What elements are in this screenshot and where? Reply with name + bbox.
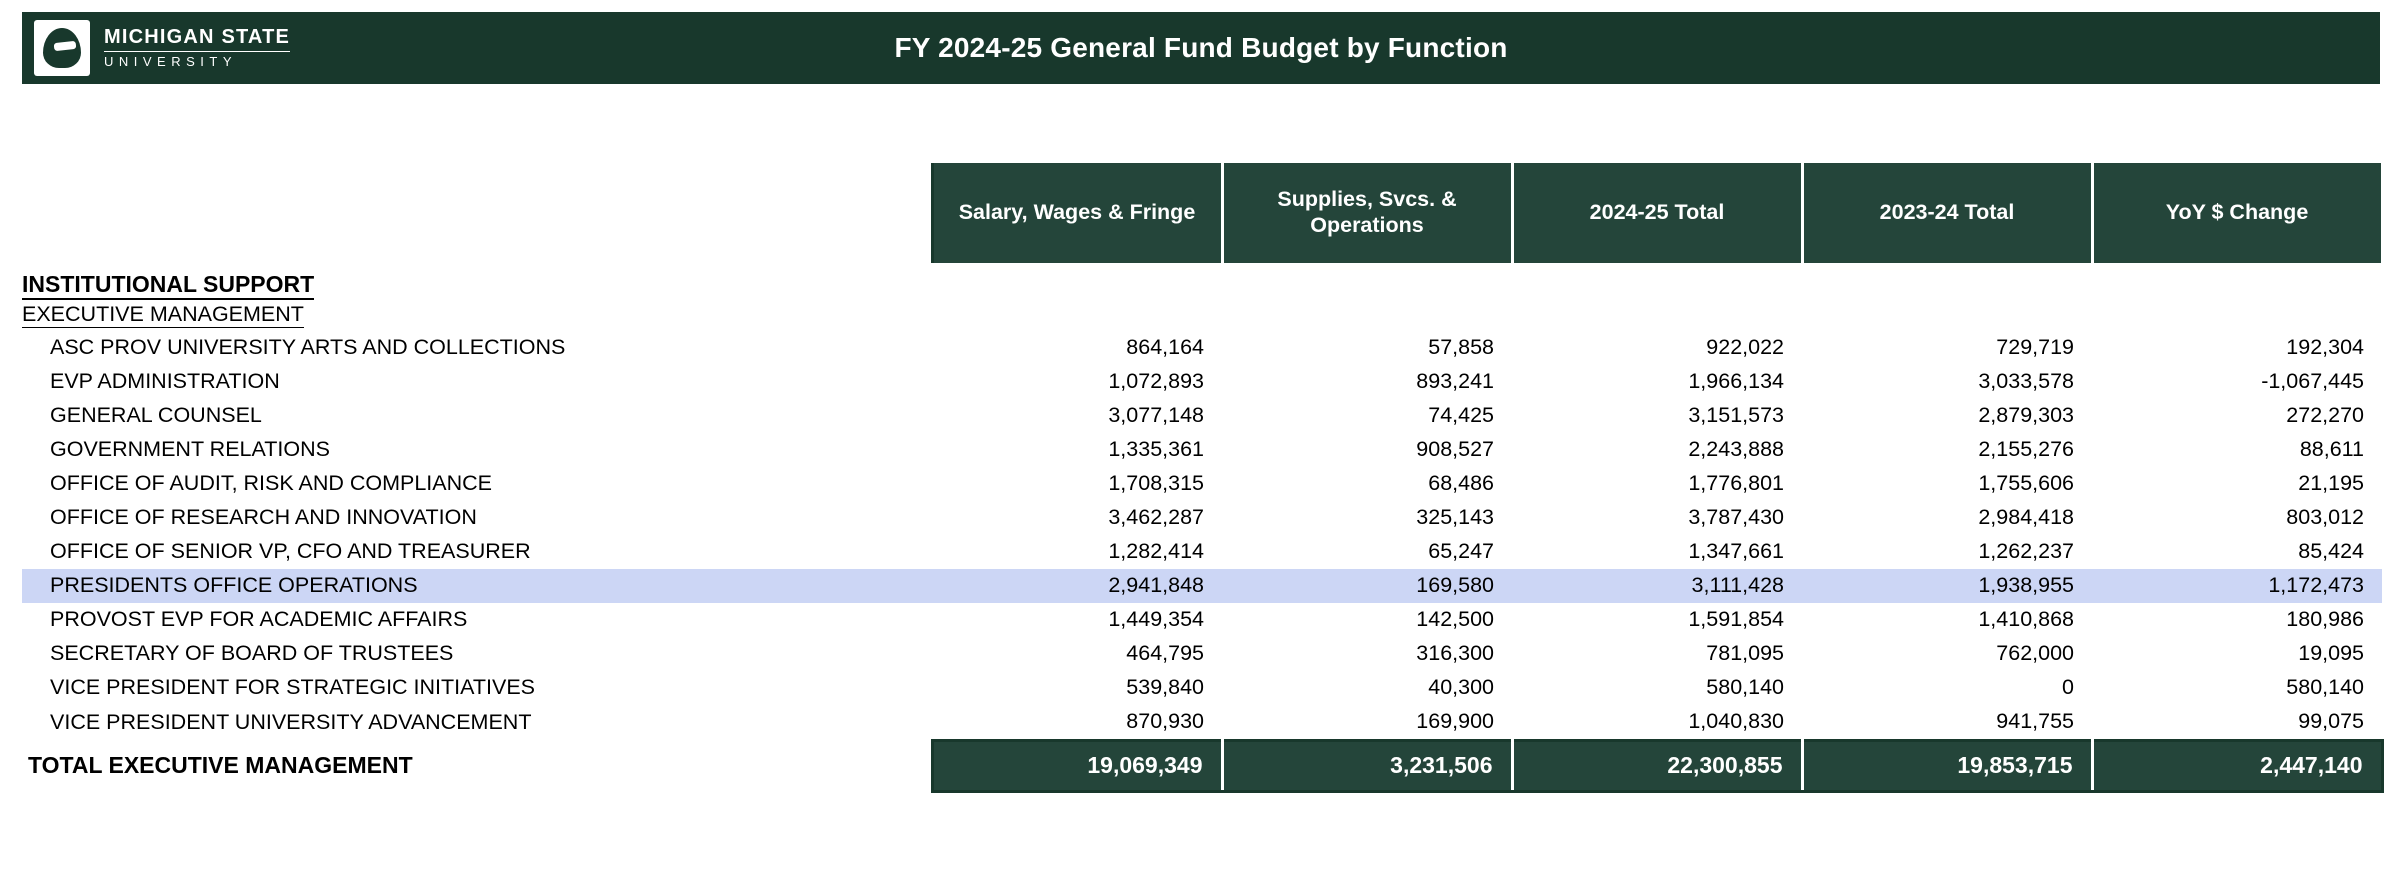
table-row	[22, 399, 2382, 433]
cell-total-2024-25: 2,243,888	[1688, 437, 1784, 461]
cell-salary: 2,941,848	[932, 569, 1222, 603]
cell-total-2023-24: 762,000	[1996, 641, 2074, 665]
cell-total-2024-25: 1,966,134	[1688, 369, 1784, 393]
rule-segment	[1512, 791, 1802, 798]
table-row	[22, 671, 2382, 705]
section-heading-text: INSTITUTIONAL SUPPORT	[22, 271, 314, 300]
cell-salary: 464,795	[1126, 641, 1204, 665]
cell-salary: 1,282,414	[1108, 539, 1204, 563]
cell-total-2023-24: 729,719	[1996, 335, 2074, 359]
cell-salary: 1,708,315	[1108, 471, 1204, 495]
cell-yoy-change: 580,140	[2286, 675, 2364, 699]
row-label: PROVOST EVP FOR ACADEMIC AFFAIRS	[50, 607, 468, 631]
cell-salary: 864,164	[1126, 335, 1204, 359]
cell-supplies: 74,425	[1428, 403, 1494, 427]
cell-supplies: 142,500	[1416, 607, 1494, 631]
table-body	[22, 265, 2382, 798]
rule-segment	[2092, 791, 2382, 798]
row-label: OFFICE OF AUDIT, RISK AND COMPLIANCE	[50, 471, 493, 495]
row-label: GOVERNMENT RELATIONS	[50, 437, 330, 461]
spacer-cell	[2092, 265, 2382, 300]
table-total-row	[22, 740, 2382, 791]
row-label: OFFICE OF RESEARCH AND INNOVATION	[50, 505, 477, 529]
total-cell-total-2024-25: 22,300,855	[1512, 740, 1802, 791]
column-header-supplies-svcs-operations: Supplies, Svcs. & Operations	[1222, 162, 1512, 265]
table-bottom-rule	[22, 791, 2382, 798]
budget-table	[22, 160, 2384, 798]
budget-sheet	[22, 160, 2382, 798]
rule-segment	[1802, 791, 2092, 798]
cell-yoy-change: 1,172,473	[2092, 569, 2382, 603]
cell-yoy-change: 803,012	[2286, 505, 2364, 529]
column-header-yoy-change: YoY $ Change	[2092, 162, 2382, 265]
cell-total-2024-25: 922,022	[1706, 335, 1784, 359]
cell-yoy-change: 21,195	[2298, 471, 2364, 495]
table-row-highlighted	[22, 569, 2382, 603]
cell-total-2024-25: 1,776,801	[1688, 471, 1784, 495]
column-header-2023-24-total: 2023-24 Total	[1802, 162, 2092, 265]
cell-total-2023-24: 2,155,276	[1978, 437, 2074, 461]
section-heading-row	[22, 265, 2382, 300]
row-label: PRESIDENTS OFFICE OPERATIONS	[22, 569, 932, 603]
cell-salary: 1,072,893	[1108, 369, 1204, 393]
total-row-label: TOTAL EXECUTIVE MANAGEMENT	[22, 740, 932, 791]
cell-total-2023-24: 2,984,418	[1978, 505, 2074, 529]
spacer-cell	[932, 265, 1222, 300]
cell-salary: 3,462,287	[1108, 505, 1204, 529]
cell-supplies: 169,580	[1222, 569, 1512, 603]
subsection-heading-text: EXECUTIVE MANAGEMENT	[22, 301, 304, 326]
cell-supplies: 893,241	[1416, 369, 1494, 393]
cell-total-2024-25: 3,151,573	[1688, 403, 1784, 427]
table-row	[22, 365, 2382, 399]
cell-total-2024-25: 580,140	[1706, 675, 1784, 699]
table-row	[22, 433, 2382, 467]
table-row	[22, 637, 2382, 671]
cell-supplies: 57,858	[1428, 335, 1494, 359]
total-cell-total-2023-24: 19,853,715	[1802, 740, 2092, 791]
table-row	[22, 705, 2382, 741]
column-header-2024-25-total: 2024-25 Total	[1512, 162, 1802, 265]
cell-supplies: 908,527	[1416, 437, 1494, 461]
cell-yoy-change: 19,095	[2298, 641, 2364, 665]
total-cell-salary: 19,069,349	[932, 740, 1222, 791]
cell-total-2023-24: 1,410,868	[1978, 607, 2074, 631]
table-header-row	[22, 162, 2382, 265]
header-cell-blank	[22, 162, 932, 265]
row-label: VICE PRESIDENT UNIVERSITY ADVANCEMENT	[50, 709, 532, 734]
column-header-salary-wages-fringe: Salary, Wages & Fringe	[932, 162, 1222, 265]
cell-total-2024-25: 781,095	[1706, 641, 1784, 665]
cell-total-2023-24: 2,879,303	[1978, 403, 2074, 427]
cell-total-2023-24: 3,033,578	[1978, 369, 2074, 393]
cell-salary: 870,930	[1126, 709, 1204, 733]
spacer-cell	[1512, 300, 1802, 331]
cell-total-2024-25: 1,591,854	[1688, 607, 1784, 631]
cell-yoy-change: -1,067,445	[2261, 369, 2364, 393]
table-row	[22, 501, 2382, 535]
cell-supplies: 316,300	[1416, 641, 1494, 665]
cell-supplies: 169,900	[1416, 709, 1494, 733]
page-title: FY 2024-25 General Fund Budget by Function	[894, 32, 1508, 63]
cell-yoy-change: 85,424	[2298, 539, 2364, 563]
row-label: EVP ADMINISTRATION	[50, 369, 280, 393]
spacer-cell	[1222, 300, 1512, 331]
spacer-cell	[1222, 265, 1512, 300]
cell-salary: 1,449,354	[1108, 607, 1204, 631]
cell-supplies: 325,143	[1416, 505, 1494, 529]
cell-total-2023-24: 1,755,606	[1978, 471, 2074, 495]
page-header-banner	[22, 12, 2380, 84]
cell-supplies: 40,300	[1428, 675, 1494, 699]
cell-total-2023-24: 1,262,237	[1978, 539, 2074, 563]
spacer-cell	[1802, 300, 2092, 331]
total-cell-yoy-change: 2,447,140	[2092, 740, 2382, 791]
wordmark-line-1: MICHIGAN STATE	[104, 26, 291, 49]
cell-total-2023-24: 0	[2062, 675, 2074, 699]
table-row	[22, 467, 2382, 501]
subsection-heading-executive-management	[22, 300, 932, 331]
table-row	[22, 603, 2382, 637]
cell-salary: 539,840	[1126, 675, 1204, 699]
cell-total-2023-24: 1,938,955	[1802, 569, 2092, 603]
cell-yoy-change: 99,075	[2298, 709, 2364, 733]
cell-total-2024-25: 1,347,661	[1688, 539, 1784, 563]
rule-segment	[932, 791, 1222, 798]
cell-total-2024-25: 3,111,428	[1512, 569, 1802, 603]
row-label: VICE PRESIDENT FOR STRATEGIC INITIATIVES	[50, 675, 536, 699]
cell-yoy-change: 272,270	[2286, 403, 2364, 427]
cell-total-2024-25: 3,787,430	[1688, 505, 1784, 529]
section-heading-institutional-support	[22, 265, 932, 300]
rule-segment	[1222, 791, 1512, 798]
row-label: OFFICE OF SENIOR VP, CFO AND TREASURER	[50, 539, 531, 563]
spacer-cell	[1802, 265, 2092, 300]
cell-total-2023-24: 941,755	[1996, 709, 2074, 733]
cell-salary: 1,335,361	[1108, 437, 1204, 461]
table-row	[22, 331, 2382, 365]
spacer-cell	[932, 300, 1222, 331]
spacer-cell	[1512, 265, 1802, 300]
subsection-heading-row	[22, 300, 2382, 331]
wordmark-line-2: UNIVERSITY	[104, 51, 290, 69]
row-label: SECRETARY OF BOARD OF TRUSTEES	[50, 641, 454, 665]
row-label: GENERAL COUNSEL	[50, 403, 262, 427]
spacer-cell	[2092, 300, 2382, 331]
cell-yoy-change: 180,986	[2286, 607, 2364, 631]
cell-supplies: 65,247	[1428, 539, 1494, 563]
spacer-cell	[22, 791, 932, 798]
cell-total-2024-25: 1,040,830	[1688, 709, 1784, 733]
row-label: ASC PROV UNIVERSITY ARTS AND COLLECTIONS	[50, 335, 566, 359]
table-header	[22, 162, 2382, 265]
cell-yoy-change: 192,304	[2286, 335, 2364, 359]
total-cell-supplies: 3,231,506	[1222, 740, 1512, 791]
cell-yoy-change: 88,611	[2299, 437, 2364, 461]
cell-supplies: 68,486	[1428, 471, 1494, 495]
cell-salary: 3,077,148	[1108, 403, 1204, 427]
table-row	[22, 535, 2382, 569]
